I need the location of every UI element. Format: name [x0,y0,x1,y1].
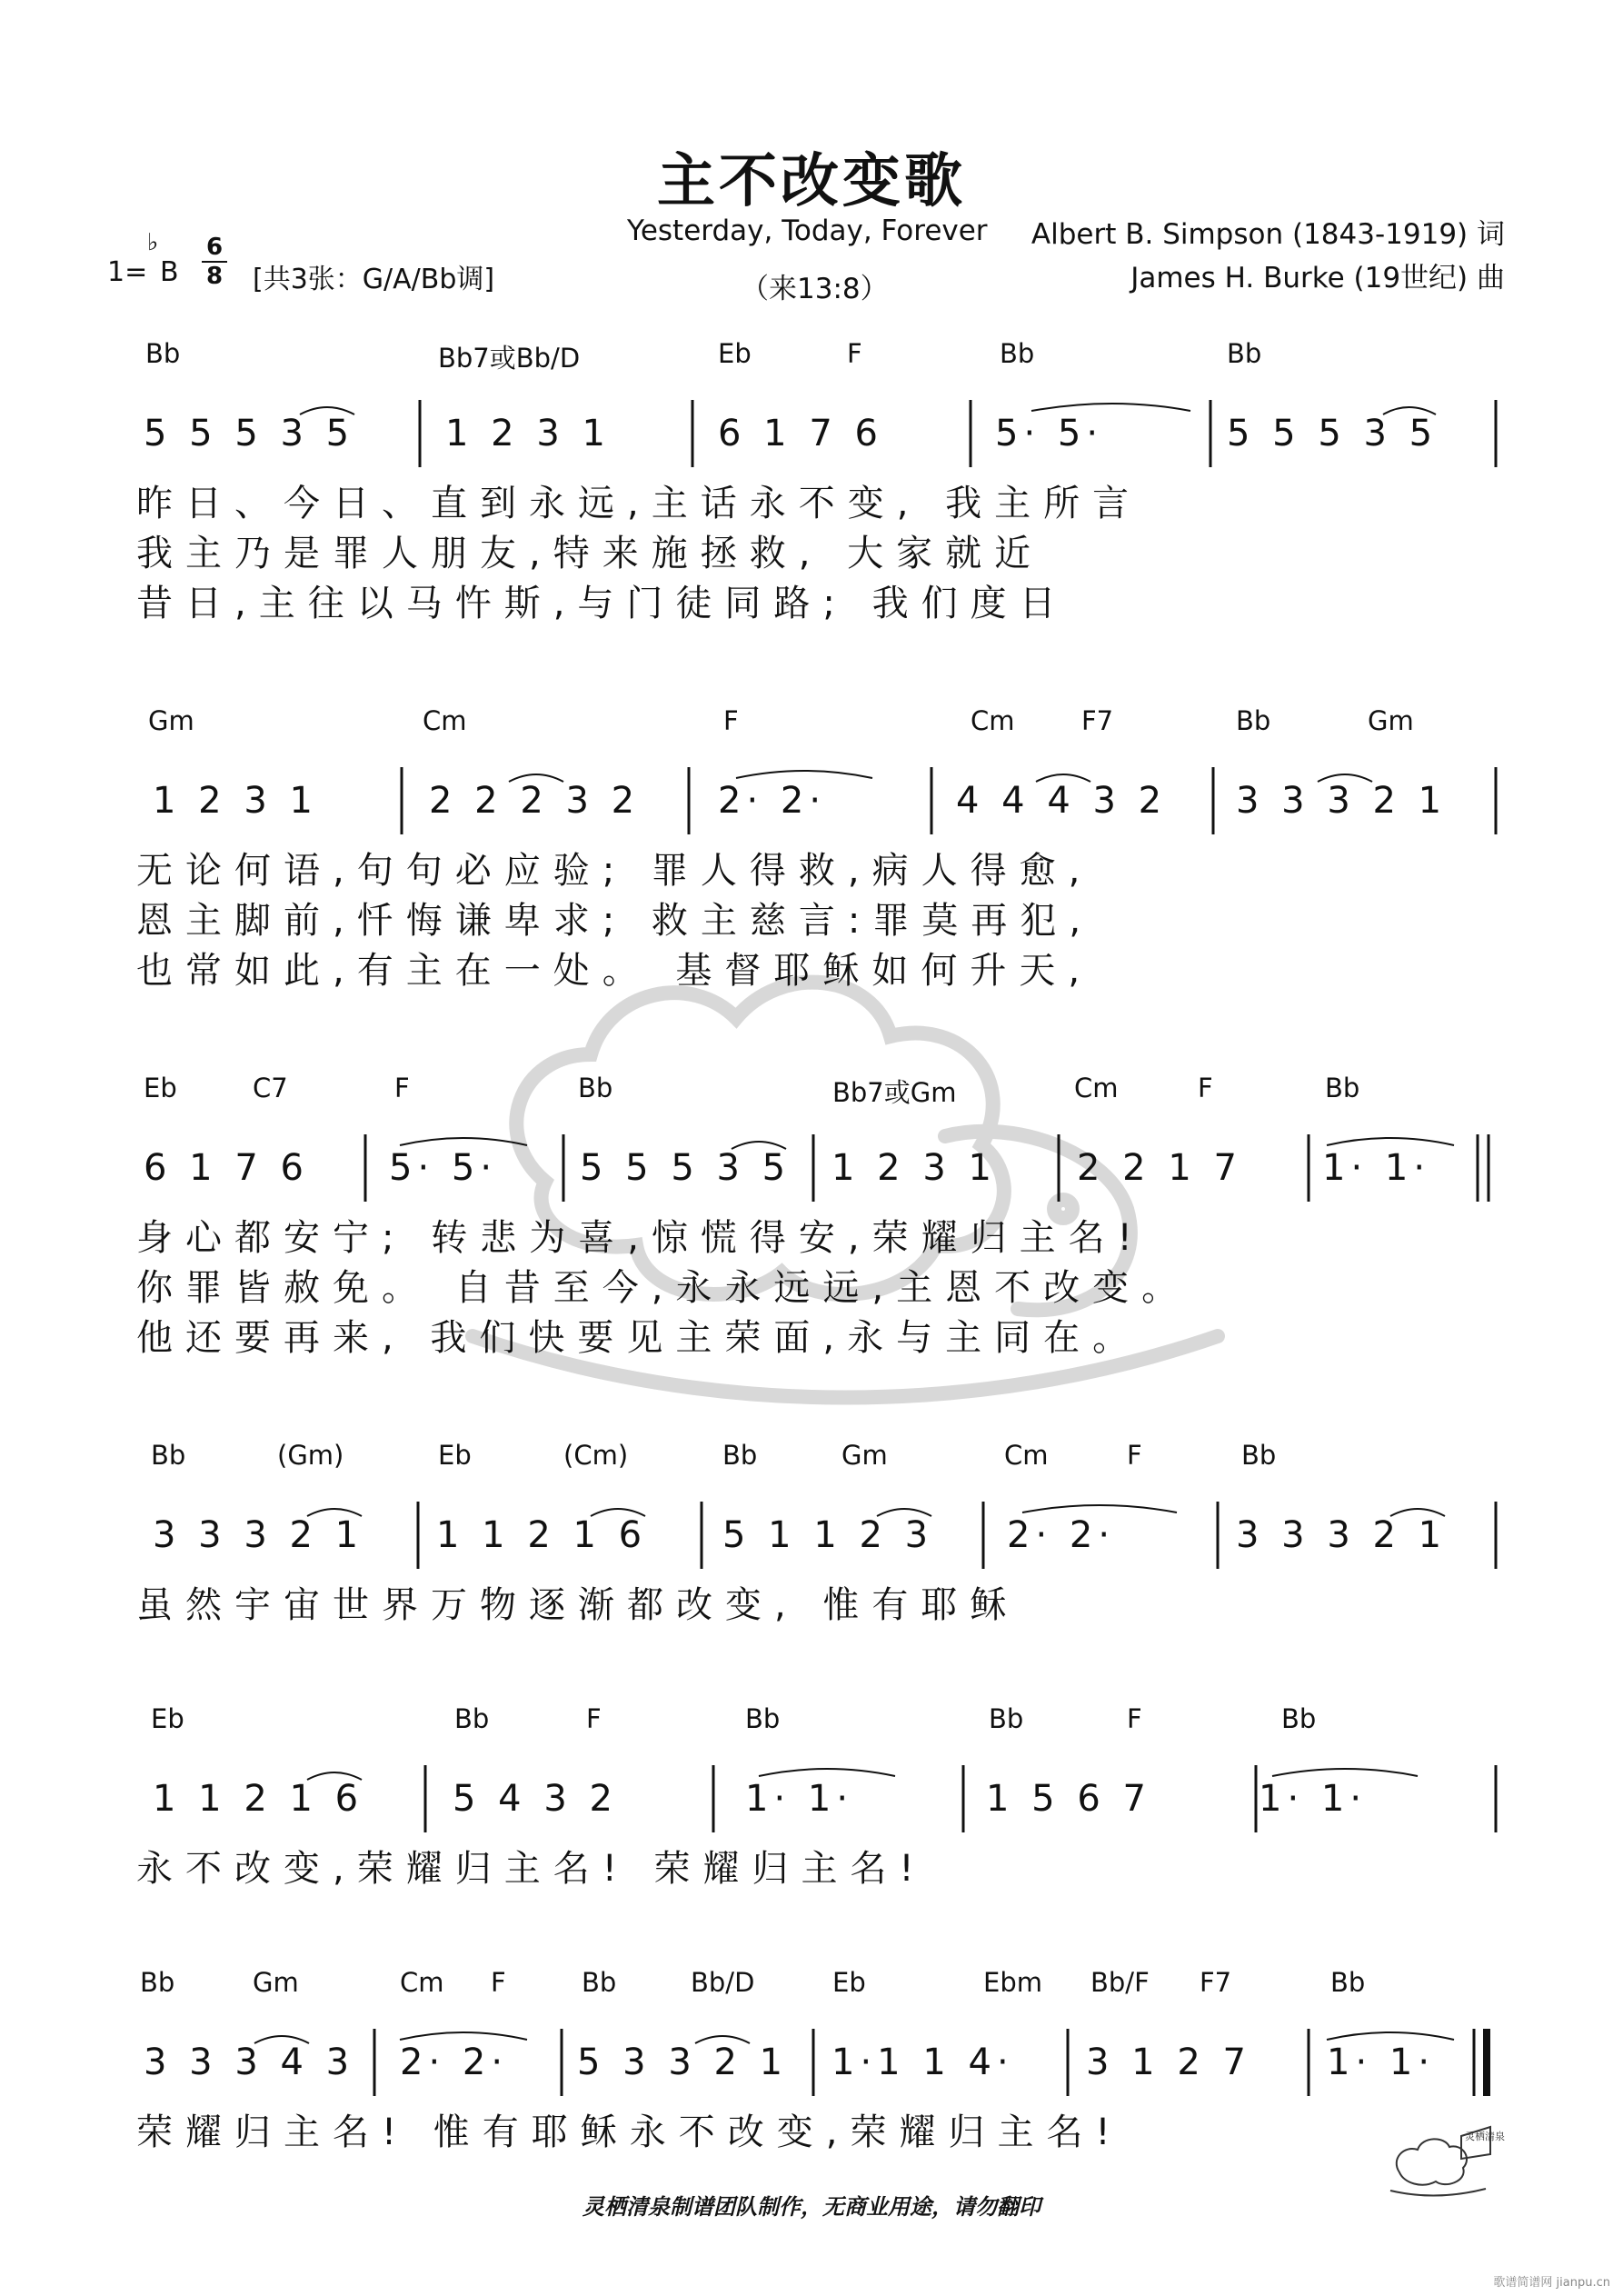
chord-symbol: F [847,338,862,369]
lyric-line-1: 虽然宇宙世界万物逐渐都改变, 惟有耶稣 [136,1584,1020,1626]
song-subtitle: Yesterday, Today, Forever [627,215,988,247]
notation-row [136,2031,1499,2094]
chord-symbol: Bb [151,1440,186,1471]
chord-symbol: Bb [989,1703,1024,1734]
measure-notes: 6 1 7 6 [718,413,883,454]
key-letter: B [160,256,179,288]
chord-symbol: Bb [582,1967,617,1998]
chord-symbol: Eb [151,1703,184,1734]
measure-notes: 1 2 3 1 [445,413,611,454]
measure-notes: 5 4 3 2 [453,1778,618,1820]
chord-symbol: F [394,1073,410,1103]
measure-notes: 2· 2· [718,780,827,822]
chord-symbol: Bb [1325,1073,1360,1103]
measure-notes: 5 5 5 3 5 [580,1147,792,1189]
chord-symbol: C7 [253,1073,288,1103]
lyric-line-2: 恩主脚前,忏悔谦卑求; 救主慈言:罪莫再犯, [136,900,1094,942]
measure-notes: 1 1 2 1 6 [436,1514,648,1556]
chord-symbol: Bb [1241,1440,1277,1471]
logo-text: 灵栖清泉 [1465,2131,1505,2142]
chord-symbol: F7 [1200,1967,1232,1998]
sheet-count-note: [共3张：G/A/Bb调] [253,264,495,295]
lyric-line-2: 你罪皆赦免。 自昔至今,永永远远,主恩不改变。 [136,1267,1191,1309]
chord-symbol: Cm [400,1967,444,1998]
chord-symbol: Bb [1236,705,1271,736]
chord-symbol: Gm [841,1440,888,1471]
chord-symbol: Bb/F [1090,1967,1150,1998]
time-signature [202,235,227,289]
key-prefix: 1= [107,256,148,288]
measure-notes: 2 2 2 3 2 [429,780,641,822]
chord-symbol: Gm [253,1967,299,1998]
chord-symbol: F [1127,1703,1142,1734]
chord-symbol: Eb [144,1073,177,1103]
lyric-line-1: 昨日、今日、直到永远,主话永不变, 我主所言 [136,483,1142,524]
lyric-line-3: 他还要再来, 我们快要见主荣面,永与主同在。 [136,1317,1142,1359]
lyric-line-2: 我主乃是罪人朋友,特来施拯救, 大家就近 [136,533,1044,574]
chord-symbol: Ebm [983,1967,1042,1998]
chord-symbol: Bb [578,1073,613,1103]
measure-notes: 6 1 7 6 [144,1147,309,1189]
lyric-line-1: 永不改变,荣耀归主名! 荣耀归主名! [136,1848,927,1890]
chord-symbol: Bb [1330,1967,1366,1998]
measure-notes: 5 3 3 2 1 [577,2041,789,2083]
chord-symbol: Bb [745,1703,781,1734]
chord-row [0,338,1623,374]
chord-symbol: Cm [1004,1440,1049,1471]
chord-symbol: Cm [423,705,467,736]
measure-notes: 2· 2· [1007,1514,1116,1556]
measure-notes: 1 5 6 7 [986,1778,1151,1820]
chord-symbol: Gm [148,705,194,736]
chord-symbol: Eb [438,1440,472,1471]
chord-row [0,1703,1623,1740]
flat-sign: ♭ [147,229,159,256]
chord-symbol: Bb [722,1440,758,1471]
measure-notes: 1 2 3 1 [831,1147,997,1189]
chord-symbol: Bb [1281,1703,1317,1734]
chord-symbol: Eb [832,1967,866,1998]
measure-notes: 3 3 3 4 3 [144,2041,355,2083]
chord-symbol: Bb [140,1967,175,1998]
chord-row [0,1440,1623,1476]
measure-notes: 3 1 2 7 [1086,2041,1251,2083]
chord-symbol: F [1127,1440,1142,1471]
lyric-line-3: 也常如此,有主在一处。 基督耶稣如何升天, [136,950,1093,992]
measure-notes: 3 3 3 2 1 [1236,1514,1448,1556]
measure-notes: 4 4 4 3 2 [956,780,1168,822]
notation-row [136,769,1499,833]
chord-symbol: F7 [1081,705,1114,736]
measure-notes: 5 5 5 3 5 [1227,413,1439,454]
measure-notes: 5· 5· [995,413,1104,454]
notation-row [136,1136,1499,1200]
measure-notes: 5· 5· [389,1147,498,1189]
chord-symbol: Bb [1227,338,1262,369]
measure-notes: 1· 1· [1259,1778,1368,1820]
notation-row [136,402,1499,465]
measure-notes: 1 1 2 1 6 [153,1778,364,1820]
measure-notes: 1· 1· [1327,2041,1436,2083]
chord-symbol: Cm [1074,1073,1119,1103]
time-signature-bottom: 8 [205,263,224,290]
composer-credit: James H. Burke (19世纪) 曲 [1130,262,1505,294]
chord-symbol: Bb7或Gm [832,1077,957,1108]
chord-row [0,1073,1623,1109]
site-credit: 歌谱简谱网 jianpu.cn [1493,2276,1610,2290]
measure-notes: 5 1 1 2 3 [722,1514,934,1556]
chord-symbol: F [1198,1073,1213,1103]
footer-credit: 灵栖清泉制谱团队制作，无商业用途，请勿翻印 [582,2194,1041,2220]
lyricist-credit: Albert B. Simpson (1843-1919) 词 [1031,218,1505,251]
measure-notes: 1· 1· [1322,1147,1431,1189]
chord-symbol: Bb [145,338,181,369]
lyric-line-1: 荣耀归主名! 惟有耶稣永不改变,荣耀归主名! [136,2111,1123,2153]
chord-symbol: Cm [971,705,1015,736]
measure-notes: 1 2 3 1 [153,780,318,822]
chord-symbol: Eb [718,338,752,369]
chord-symbol: (Gm) [277,1440,344,1471]
chord-symbol: Gm [1368,705,1414,736]
chord-symbol: (Cm) [563,1440,629,1471]
song-title: 主不改变歌 [657,148,966,215]
chord-symbol: F [586,1703,602,1734]
measure-notes: 2· 2· [400,2041,509,2083]
time-signature-top: 6 [205,234,224,261]
chord-symbol: Bb/D [691,1967,755,1998]
measure-notes: 1·1 1 4· [831,2041,1014,2083]
lyric-line-1: 身心都安宁; 转悲为喜,惊慌得安,荣耀归主名! [136,1217,1145,1259]
chord-symbol: F [723,705,739,736]
measure-notes: 3 3 3 2 1 [153,1514,364,1556]
chord-symbol: Bb [454,1703,490,1734]
chord-symbol: F [491,1967,506,1998]
notation-row [136,1503,1499,1567]
notation-row [136,1767,1499,1831]
lyric-line-3: 昔日,主往以马忤斯,与门徒同路; 我们度日 [136,583,1069,624]
measure-notes: 3 3 3 2 1 [1236,780,1448,822]
chord-symbol: Bb7或Bb/D [438,343,581,374]
measure-notes: 1· 1· [745,1778,854,1820]
chord-row [0,705,1623,742]
scripture-reference: （来13:8） [741,273,889,305]
measure-notes: 2 2 1 7 [1077,1147,1242,1189]
chord-row [0,1967,1623,2003]
measure-notes: 5 5 5 3 5 [144,413,355,454]
sheep-logo-icon [1381,2118,1505,2200]
lyric-line-1: 无论何语,句句必应验; 罪人得救,病人得愈, [136,850,1093,892]
chord-symbol: Bb [1000,338,1035,369]
